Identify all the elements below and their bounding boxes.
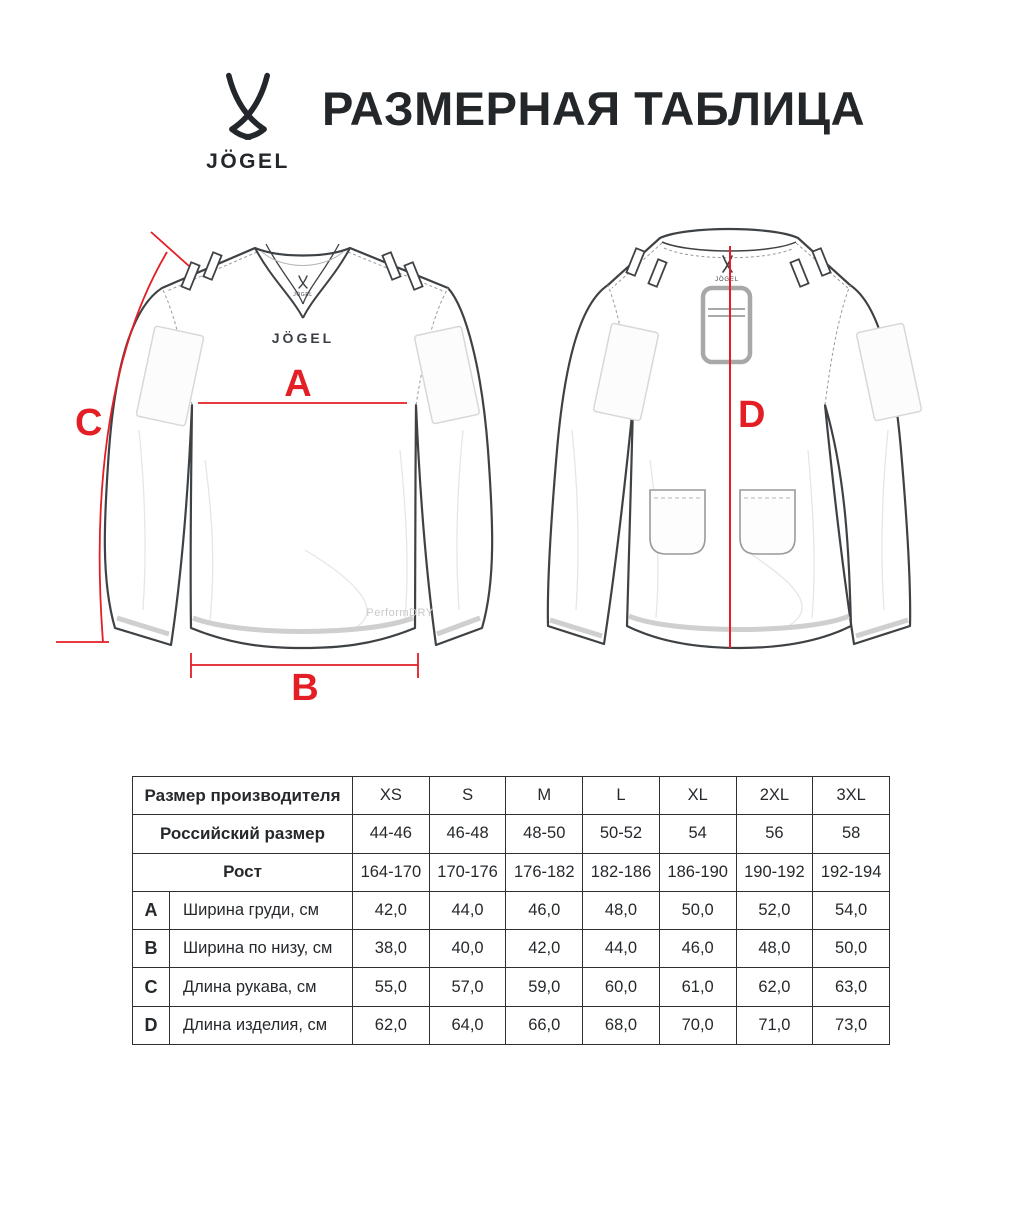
back-pocket-right bbox=[740, 490, 795, 554]
back-neck-label bbox=[703, 288, 750, 362]
table-cell: 58 bbox=[813, 815, 890, 853]
jogel-logo-icon bbox=[216, 72, 280, 140]
back-pocket-left bbox=[650, 490, 705, 554]
table-cell: 71,0 bbox=[736, 1006, 813, 1044]
measure-label-a: A bbox=[284, 363, 312, 405]
table-cell: 50,0 bbox=[813, 930, 890, 968]
table-cell: L bbox=[583, 777, 660, 815]
table-cell: 56 bbox=[736, 815, 813, 853]
table-row bbox=[133, 1006, 890, 1044]
measure-label-c: C bbox=[75, 402, 103, 444]
table-cell: 73,0 bbox=[813, 1006, 890, 1044]
measure-name: Длина рукава, см bbox=[170, 968, 353, 1006]
table-cell: 186-190 bbox=[659, 853, 736, 891]
size-table bbox=[132, 776, 890, 1045]
table-cell: 54,0 bbox=[813, 891, 890, 929]
table-cell: 170-176 bbox=[429, 853, 506, 891]
page-title: РАЗМЕРНАЯ ТАБЛИЦА bbox=[322, 82, 866, 135]
table-cell: 164-170 bbox=[353, 853, 430, 891]
row-label: Рост bbox=[133, 853, 353, 891]
shirt-front-outline bbox=[105, 248, 492, 648]
table-cell: 46-48 bbox=[429, 815, 506, 853]
table-cell: XL bbox=[659, 777, 736, 815]
table-cell: 48,0 bbox=[583, 891, 660, 929]
measure-name: Ширина груди, см bbox=[170, 891, 353, 929]
table-cell: 57,0 bbox=[429, 968, 506, 1006]
table-cell: 64,0 bbox=[429, 1006, 506, 1044]
table-cell: 48-50 bbox=[506, 815, 583, 853]
brand-name: JÖGEL bbox=[206, 150, 290, 173]
table-cell: 42,0 bbox=[506, 930, 583, 968]
table-cell: 42,0 bbox=[353, 891, 430, 929]
measure-label-d: D bbox=[738, 394, 766, 436]
table-cell: XS bbox=[353, 777, 430, 815]
table-cell: 70,0 bbox=[659, 1006, 736, 1044]
table-row bbox=[133, 891, 890, 929]
measure-letter: B bbox=[133, 930, 170, 968]
table-cell: 55,0 bbox=[353, 968, 430, 1006]
table-cell: 62,0 bbox=[736, 968, 813, 1006]
shirt-front-diagram bbox=[55, 220, 515, 720]
table-cell: 54 bbox=[659, 815, 736, 853]
fabric-label-text: PerformDRY bbox=[366, 607, 434, 619]
table-row bbox=[133, 777, 890, 815]
table-cell: 192-194 bbox=[813, 853, 890, 891]
table-cell: 40,0 bbox=[429, 930, 506, 968]
table-cell: 68,0 bbox=[583, 1006, 660, 1044]
table-cell: 60,0 bbox=[583, 968, 660, 1006]
table-cell: 48,0 bbox=[736, 930, 813, 968]
table-cell: S bbox=[429, 777, 506, 815]
table-row bbox=[133, 930, 890, 968]
neck-tag-text: JÖGEL bbox=[293, 292, 313, 298]
measure-letter: C bbox=[133, 968, 170, 1006]
shirt-back-diagram bbox=[520, 220, 980, 720]
table-cell: 46,0 bbox=[506, 891, 583, 929]
table-cell: 2XL bbox=[736, 777, 813, 815]
table-row bbox=[133, 815, 890, 853]
measure-name: Длина изделия, см bbox=[170, 1006, 353, 1044]
table-row bbox=[133, 853, 890, 891]
row-label: Российский размер bbox=[133, 815, 353, 853]
table-cell: 50,0 bbox=[659, 891, 736, 929]
table-cell: 59,0 bbox=[506, 968, 583, 1006]
measure-letter: A bbox=[133, 891, 170, 929]
measure-name: Ширина по низу, см bbox=[170, 930, 353, 968]
table-cell: 190-192 bbox=[736, 853, 813, 891]
table-cell: 46,0 bbox=[659, 930, 736, 968]
measure-letter: D bbox=[133, 1006, 170, 1044]
row-label: Размер производителя bbox=[133, 777, 353, 815]
table-cell: 44,0 bbox=[583, 930, 660, 968]
back-neck-logo-text: JÖGEL bbox=[715, 277, 739, 283]
table-cell: 182-186 bbox=[583, 853, 660, 891]
table-cell: 63,0 bbox=[813, 968, 890, 1006]
table-cell: M bbox=[506, 777, 583, 815]
table-cell: 176-182 bbox=[506, 853, 583, 891]
table-cell: 61,0 bbox=[659, 968, 736, 1006]
table-cell: 66,0 bbox=[506, 1006, 583, 1044]
table-cell: 38,0 bbox=[353, 930, 430, 968]
table-cell: 52,0 bbox=[736, 891, 813, 929]
measure-label-b: B bbox=[291, 667, 319, 709]
brand-logo bbox=[196, 72, 300, 174]
table-cell: 3XL bbox=[813, 777, 890, 815]
table-cell: 62,0 bbox=[353, 1006, 430, 1044]
table-cell: 44,0 bbox=[429, 891, 506, 929]
table-cell: 44-46 bbox=[353, 815, 430, 853]
chest-logo-text: JÖGEL bbox=[271, 330, 335, 346]
table-row bbox=[133, 968, 890, 1006]
table-cell: 50-52 bbox=[583, 815, 660, 853]
